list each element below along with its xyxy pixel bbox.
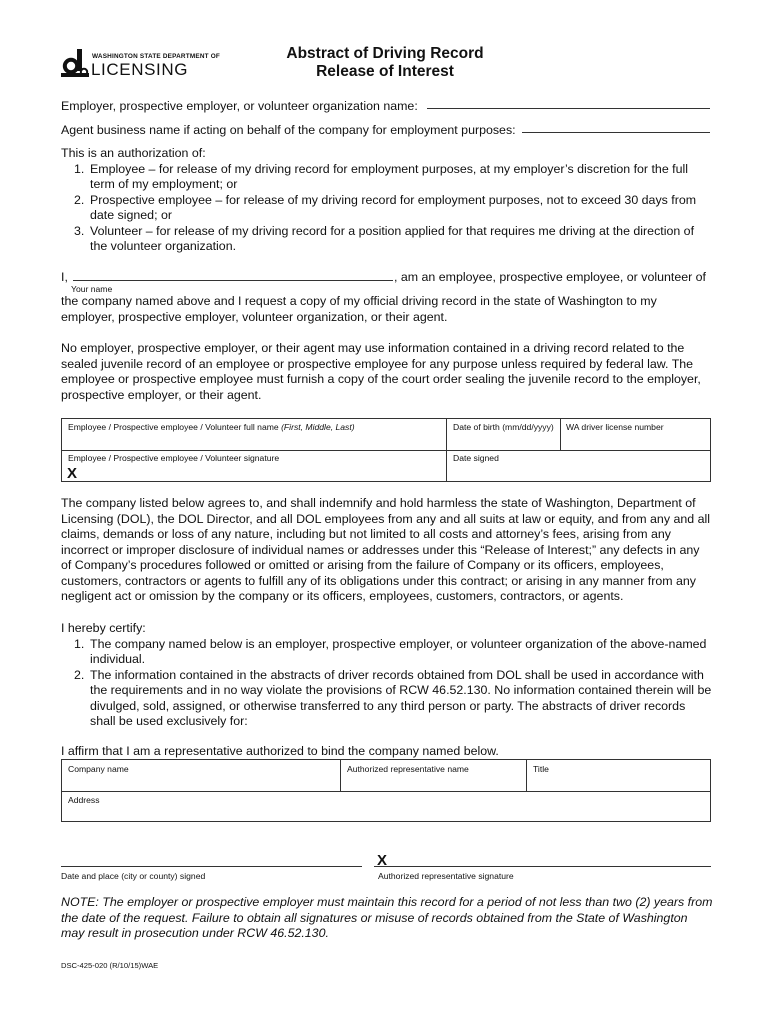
certify-item: 1. The company named below is an employer, prospective employer, or volunteer organization of the above-named individual. — [74, 636, 707, 666]
certify-section — [61, 621, 713, 730]
rep-signature-x-mark: X — [377, 852, 388, 869]
full-name-hint: (First, Middle, Last) — [281, 422, 355, 432]
date-place-input-line[interactable] — [61, 866, 362, 867]
logo-word: LICENSING — [91, 60, 189, 79]
employee-signature-field[interactable]: Employee / Prospective employee / Volunteer signature — [68, 453, 280, 463]
employee-signature-x-mark: X — [67, 465, 78, 482]
authorization-list — [61, 162, 713, 255]
date-place-label: Date and place (city or county) signed — [61, 871, 206, 881]
indemnify-paragraph: The company listed below agrees to, and shall indemnify and hold harmless the state of Washington, Department of Licensing (DOL), the DOL Director, and all DOL employees from any and all suits at law or equity, and from any and all claims, demands or loss of any nature, including but not limited to all costs and attorney’s fees, arising from any incorrect or improper disclosure of individual names or addresses under this “Release of Interest;” any defects in any of Company’s procedures followed or omitted or arising from the failure of Company or its officers, employees, customers, contractors or agents to fulfill any of its obligations under this contract; or arising in any manner from any negligent act or omission by the company or its officers, employees, customers, contractors, or agents. — [61, 496, 710, 603]
certify-list — [61, 637, 713, 730]
date-signed-field[interactable]: Date signed — [453, 453, 499, 463]
authorization-item: 1. Employee – for release of my driving record for employment purposes, at my employer’s discretion for the full term of my employment; or — [74, 161, 688, 191]
logo-dept-text: WASHINGTON STATE DEPARTMENT OF — [92, 53, 221, 60]
address-field[interactable]: Address — [68, 795, 100, 805]
rep-signature-label: Authorized representative signature — [378, 871, 514, 881]
dol-logo-mark-icon — [60, 48, 90, 78]
affirm-text: I affirm that I am a representative authorized to bind the company named below. — [61, 744, 499, 758]
employer-name-input-line[interactable] — [427, 108, 710, 109]
juvenile-paragraph: No employer, prospective employer, or their agent may use information contained in a driving record related to the sealed juvenile record of an employee or prospective employee for any purpose unless required by federal law. The employee or prospective employee must furnish a copy of the court order sealing the juvenile record to the employer, prospective employer, or their agent. — [61, 341, 701, 402]
license-number-field[interactable]: WA driver license number — [566, 422, 664, 432]
authorization-section — [61, 146, 713, 255]
dol-logo — [60, 48, 221, 80]
dob-field[interactable]: Date of birth (mm/dd/yyyy) — [453, 422, 554, 432]
your-name-caption: Your name — [71, 284, 113, 294]
employee-full-name-field[interactable] — [68, 422, 355, 432]
agent-name-input-line[interactable] — [522, 132, 710, 133]
title-line-1: Abstract of Driving Record — [286, 45, 484, 62]
agent-name-label: Agent business name if acting on behalf of the company for employment purposes: — [61, 123, 516, 137]
title-line-2: Release of Interest — [316, 63, 454, 80]
i-suffix: , am an employee, prospective employee, or volunteer of — [394, 270, 706, 284]
authorization-intro: This is an authorization of: — [61, 146, 206, 160]
your-name-input-line[interactable] — [73, 280, 393, 281]
retention-note: NOTE: The employer or prospective employer must maintain this record for a period of not less than two (2) years from the date of the request. Failure to obtain all signatures or misuse of records obtained from the State of Washington may result in prosecution under RCW 46.52.130. — [61, 895, 713, 940]
full-name-label: Employee / Prospective employee / Volunteer full name — [68, 422, 279, 432]
certify-intro: I hereby certify: — [61, 621, 146, 635]
employer-name-label: Employer, prospective employer, or volunteer organization name: — [61, 99, 418, 113]
i-prefix: I, — [61, 270, 68, 284]
rep-signature-input-line[interactable] — [374, 866, 711, 867]
title-field[interactable]: Title — [533, 764, 549, 774]
statement-continuation: the company named above and I request a copy of my official driving record in the state of Washington to my employer, prospective employer, volunteer organization, or their agent. — [61, 294, 657, 324]
authorization-item: 2. Prospective employee – for release of my driving record for employment purposes, not to exceed 30 days from date signed; or — [74, 192, 697, 222]
page-title — [240, 45, 530, 81]
company-name-field[interactable]: Company name — [68, 764, 129, 774]
rep-name-field[interactable]: Authorized representative name — [347, 764, 469, 774]
certify-item: 2. The information contained in the abstracts of driver records obtained from DOL shall be used in accordance with the requirements and in no way violate the provisions of RCW 46.52.130. No information contained therein will be divulged, sold, assigned, or otherwise transferred to any third person or party. The abstracts of driver records shall be used exclusively for: — [74, 667, 712, 728]
form-number: DSC-425-020 (R/10/15)WAE — [61, 961, 159, 970]
authorization-item: 3. Volunteer – for release of my driving record for a position applied for that requires me driving at the direction of the volunteer organization. — [74, 223, 695, 253]
